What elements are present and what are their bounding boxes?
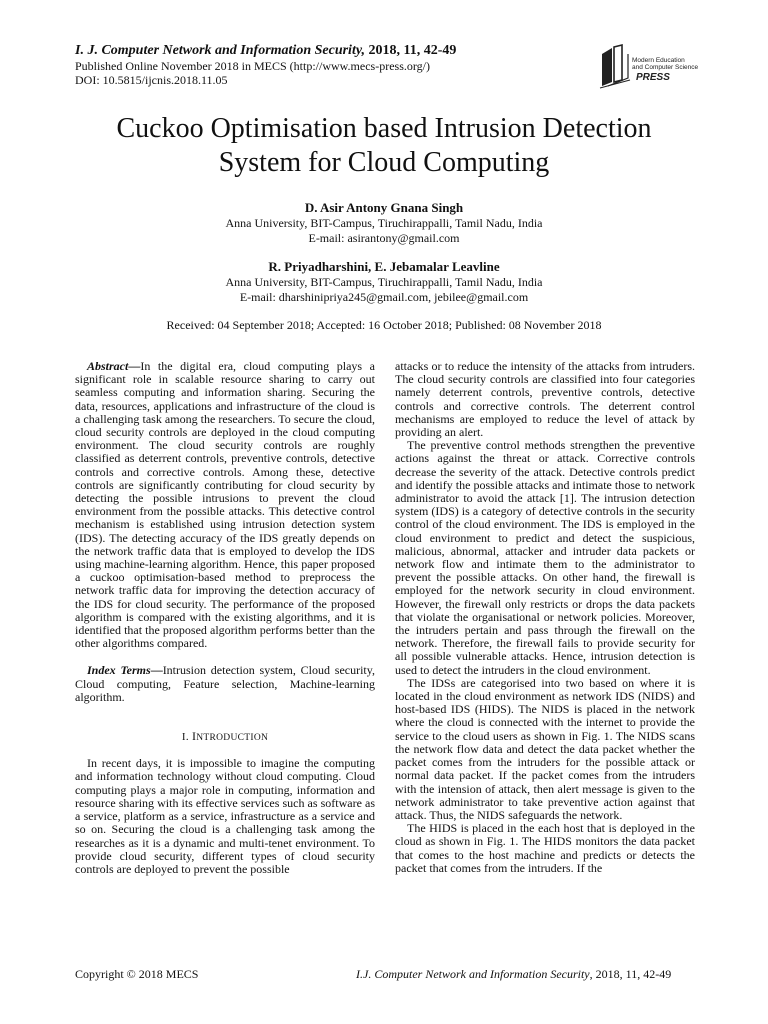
journal-header — [75, 43, 456, 59]
right-paragraph-0: attacks or to reduce the intensity of the attacks from intruders. The cloud security controls are classified into four categories namely deterrent controls, preventive controls, detective controls and corrective controls. The deterrent control mechanisms are employed to reduce the level of attack by providing an alert. — [395, 359, 695, 440]
section-heading-introduction: I. INTRODUCTION — [181, 729, 269, 744]
abstract: Abstract—In the digital era, cloud computing plays a significant role in scalable resource sharing to carry out seamless computing and information sharing. Securing the data, resources, applications and infrastructure of the cloud is a challenging task among the researchers. To secure the cloud, cloud security controls are deployed in the cloud computing environment. The cloud security controls are roughly classified as deterrent controls, preventive controls, detective controls and corrective controls. Among these, detective controls are significantly contributing for cloud security by detecting the possible intrusions to prevent the cloud environment from the possible attacks. This detective control mechanism is established using intrusion detection system (IDS). The detecting accuracy of the IDS greatly depends on the network traffic data that is employed to develop the IDS using machine-learning algorithm. Hence, this paper proposed a cuckoo optimisation-based method to preprocess the network traffic data for improving the detection accuracy of the IDS for cloud security. The performance of the proposed algorithm is compared with the existing algorithms, and it is identified that the proposed algorithm performs better than the other algorithms compared. — [75, 359, 375, 651]
index-terms: Index Terms—Intrusion detection system, Cloud security, Cloud computing, Feature selection, Machine-learning algorithm. — [75, 663, 375, 704]
title-line-1: Cuckoo Optimisation based Intrusion Detection — [116, 113, 652, 144]
logo-line1: Modern Education — [632, 57, 685, 64]
intro-paragraph-1: In recent days, it is impossible to imagine the computing and information technology without cloud computing. Cloud computing plays a major role in computing, information and resource sharing with its effective services such as software as a service, platform as a service, infrastructure as a service and so on. Securing the cloud is a challenging task among the researches as it is a dynamic and multi-tenet environment. To provide cloud security, different types of cloud security controls are deployed to prevent the possible — [75, 756, 375, 876]
right-paragraph-3: The HIDS is placed in the each host that is deployed in the cloud as shown in Fig. 1. The HIDS monitors the data packet that comes to the host machine and predicts or detects the packet that comes from the intruders. If the — [395, 821, 695, 875]
title-line-2: System for Cloud Computing — [218, 147, 550, 178]
author-affiliation-1: Anna University, BIT-Campus, Tiruchirappalli, Tamil Nadu, India — [225, 216, 543, 230]
doi-line: DOI: 10.5815/ijcnis.2018.11.05 — [75, 73, 228, 87]
publication-dates: Received: 04 September 2018; Accepted: 16 October 2018; Published: 08 November 2018 — [166, 318, 602, 332]
index-terms-label: Index Terms — [87, 663, 151, 678]
index-terms-text: Intrusion detection system, Cloud security, Cloud computing, Feature selection, Machine-learning algorithm. — [75, 663, 375, 704]
footer-journal: I.J. Computer Network and Information Security, 2018, 11, 42-49 — [356, 967, 672, 981]
right-column — [395, 360, 695, 875]
journal-issue: 2018, 11, 42-49 — [365, 43, 457, 58]
logo-line2: and Computer Science — [632, 64, 698, 71]
publisher-logo — [598, 42, 698, 92]
author-email-1: E-mail: asirantony@gmail.com — [308, 231, 460, 245]
abstract-text: In the digital era, cloud computing plays a significant role in scalable resource sharing to carry out seamless computing and information sharing. Securing the data, resources, applications and infrastructure of the cloud is a challenging task among the researchers. To secure the cloud, cloud security controls are deployed in the cloud computing environment. The cloud security controls are roughly classified as deterrent controls, preventive controls, detective controls and corrective controls. Among these, detective controls are significantly contributing for cloud security by detecting the possible intrusions to prevent the cloud environment from the possible attacks. This detective control mechanism is established using intrusion detection system (IDS). The detecting accuracy of the IDS greatly depends on the network traffic data that is employed to develop the IDS using machine-learning algorithm. Hence, this paper proposed a cuckoo optimisation-based method to preprocess the network traffic data for improving the detection accuracy of the IDS for cloud security. The performance of the proposed algorithm is compared with the existing algorithms, and it is identified that the proposed algorithm performs better than the other algorithms compared. — [75, 359, 375, 651]
book-logo-icon — [598, 42, 698, 92]
author-affiliation-2: Anna University, BIT-Campus, Tiruchirappalli, Tamil Nadu, India — [225, 275, 543, 289]
paper-title — [60, 112, 708, 180]
left-column — [75, 360, 375, 876]
author-names-2: R. Priyadharshini, E. Jebamalar Leavline — [268, 259, 500, 274]
published-line: Published Online November 2018 in MECS (http://www.mecs-press.org/) — [75, 59, 430, 73]
footer-copyright: Copyright © 2018 MECS — [75, 967, 199, 981]
right-paragraph-2: The IDSs are categorised into two based on where it is located in the cloud environment as network IDS (NIDS) and host-based IDS (HIDS). The NIDS is placed in the network where the cloud is connected with the internet to provide the service to the cloud users as shown in Fig. 1. The NIDS scans the network flow data and detect the data packet whether the packet comes from the intruders for the possible attack or normal data packet. If the packet comes from the intruders with the intension of attack, then alert message is given to the network administrator to take preventive action against that attack. Thus, the NIDS safeguards the network. — [395, 675, 695, 822]
abstract-label: Abstract — [87, 359, 129, 373]
author-email-2: E-mail: dharshinipriya245@gmail.com, jebilee@gmail.com — [239, 290, 529, 304]
logo-press: PRESS — [636, 72, 670, 83]
author-names-1: D. Asir Antony Gnana Singh — [304, 200, 464, 215]
right-paragraph-1: The preventive control methods strengthen the preventive actions against the threat or attack. Corrective controls decrease the severity of the attack. Detective controls predict and identify the possible attacks and intimate those to network administrator to avoid the attack [1]. The intrusion detection system (IDS) is a category of detective controls in the security control of the cloud environment. The IDS is employed in the cloud environment to predict and detect the suspicious, malicious, abnormal, attacker and intruder data packets or network flow and intimate them to the administrator to prevent the possible attacks. On other hand, the firewall is employed for the network security in cloud environment. However, the firewall only restricts or drops the data packets that violate the organisational or network policies. Moreover, the intruders pertain and pass through the firewall on the network. Therefore, the firewall fails to provide security for all possible vulnerable attacks. Hence, intrusion detection is used to detect the intruders in the cloud environment. — [395, 438, 695, 677]
journal-name: I. J. Computer Network and Information Security, — [75, 43, 366, 58]
